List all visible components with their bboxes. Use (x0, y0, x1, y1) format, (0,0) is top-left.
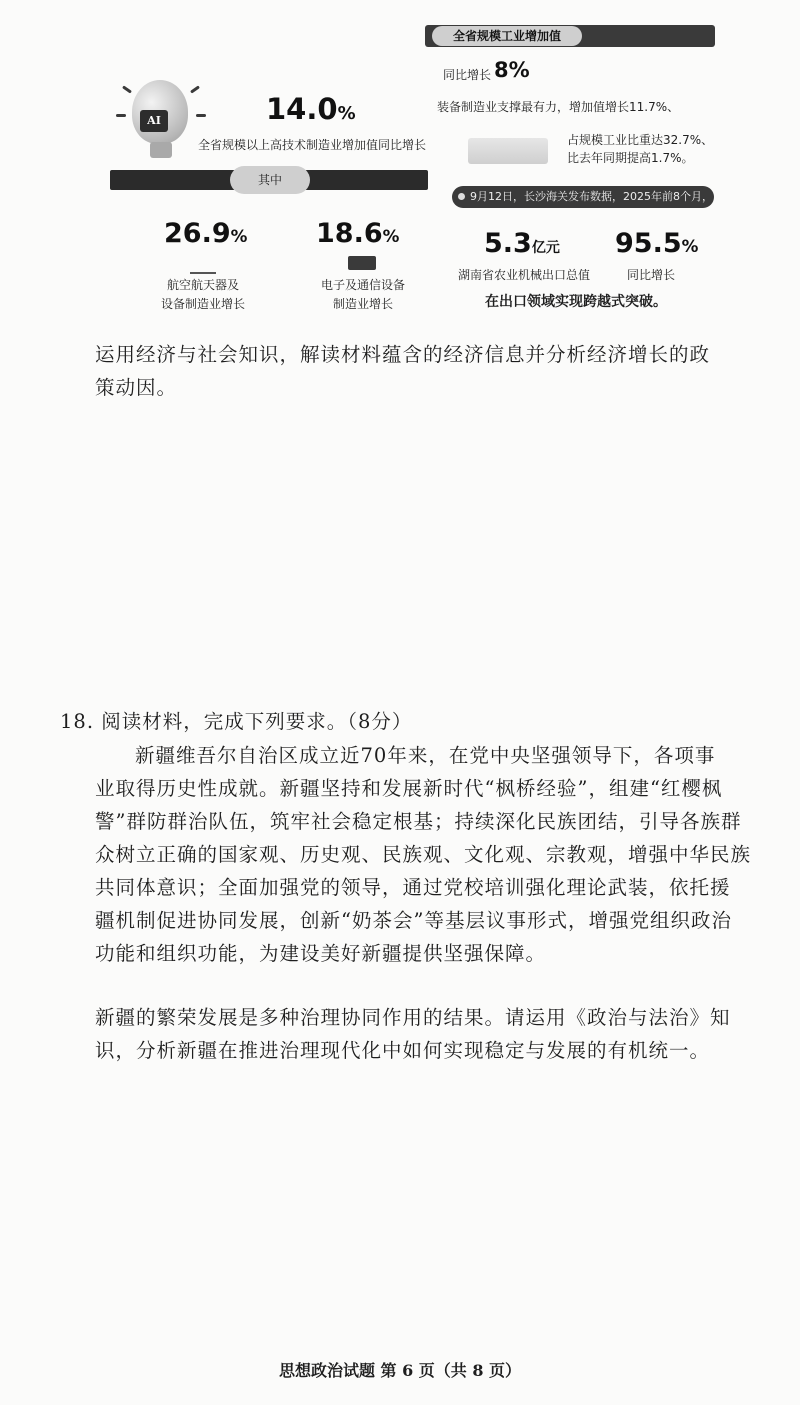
bullet-dot-icon (458, 193, 465, 200)
ai-chip-icon: AI (140, 110, 168, 132)
main-stat-value: 14.0% (266, 92, 356, 126)
subheader-pill: 其中 (230, 166, 310, 194)
aircraft-icon (190, 256, 216, 274)
ray-decoration (116, 114, 126, 117)
q18-header: 18. 阅读材料，完成下列要求。（8分） (60, 710, 413, 733)
ray-decoration (196, 114, 206, 117)
ship-image (468, 138, 548, 164)
equipment-line-1: 装备制造业支撑最有力，增加值增长11.7%、 (437, 100, 680, 114)
export-value: 5.3亿元 (484, 228, 560, 259)
main-stat-caption: 全省规模以上高技术制造业增加值同比增长 (198, 138, 427, 152)
stat-aerospace-caption: 航空航天器及 设备制造业增长 (160, 278, 245, 311)
export-caption: 湖南省农业机械出口总值 (458, 268, 591, 282)
stat-aerospace-value: 26.9% (164, 218, 248, 249)
export-conclusion: 在出口领域实现跨越式突破。 (485, 294, 667, 310)
infographic-left (110, 70, 428, 190)
q18-material: 新疆维吾尔自治区成立近70年来，在党中央坚强领导下，各项事 业取得历史性成就。新疆坚持和发展新时代“枫桥经验”，组建“红樱枫 警”群防群治队伍，筑牢社会稳定根基；持续深化民族团结，引导各族群 众树立正确的国家观、历史观、民族观、文化观、宗教观，增强中华民族 共同体意识；全面加强党的领导，通过党校培训强化理论武装，依托援 疆机制促进协同发展，创新“奶茶会”等基层议事形式，增强党组织政治 功能和组织功能，为建设美好新疆提供坚强保障。 (95, 744, 752, 965)
export-growth-caption: 同比增长 (627, 268, 676, 282)
stat-electronics-value: 18.6% (316, 218, 400, 249)
yoy-label: 同比增长 (443, 68, 492, 82)
equipment-line-2: 占规模工业比重达32.7%、 (567, 133, 714, 147)
device-icon (348, 256, 376, 270)
lightbulb-base (150, 142, 172, 158)
page-footer: 思想政治试题 第 6 页（共 8 页） (278, 1361, 522, 1380)
section-title: 全省规模工业增加值 (432, 26, 582, 46)
ray-decoration (122, 85, 132, 93)
stat-electronics-caption: 电子及通信设备 制造业增长 (320, 278, 405, 311)
date-note-bar: 9月12日，长沙海关发布数据，2025年前8个月， (452, 186, 714, 208)
export-growth-value: 95.5% (615, 228, 699, 259)
q18-question: 新疆的繁荣发展是多种治理协同作用的结果。请运用《政治与法治》知 识，分析新疆在推进治理现代化中如何实现稳定与发展的有机统一。 (95, 1006, 731, 1062)
q17-prompt: 运用经济与社会知识，解读材料蕴含的经济信息并分析经济增长的政 策动因。 (95, 343, 711, 399)
yoy-value: 8% (494, 58, 530, 82)
equipment-line-3: 比去年同期提高1.7%。 (567, 151, 694, 165)
ray-decoration (190, 85, 200, 93)
